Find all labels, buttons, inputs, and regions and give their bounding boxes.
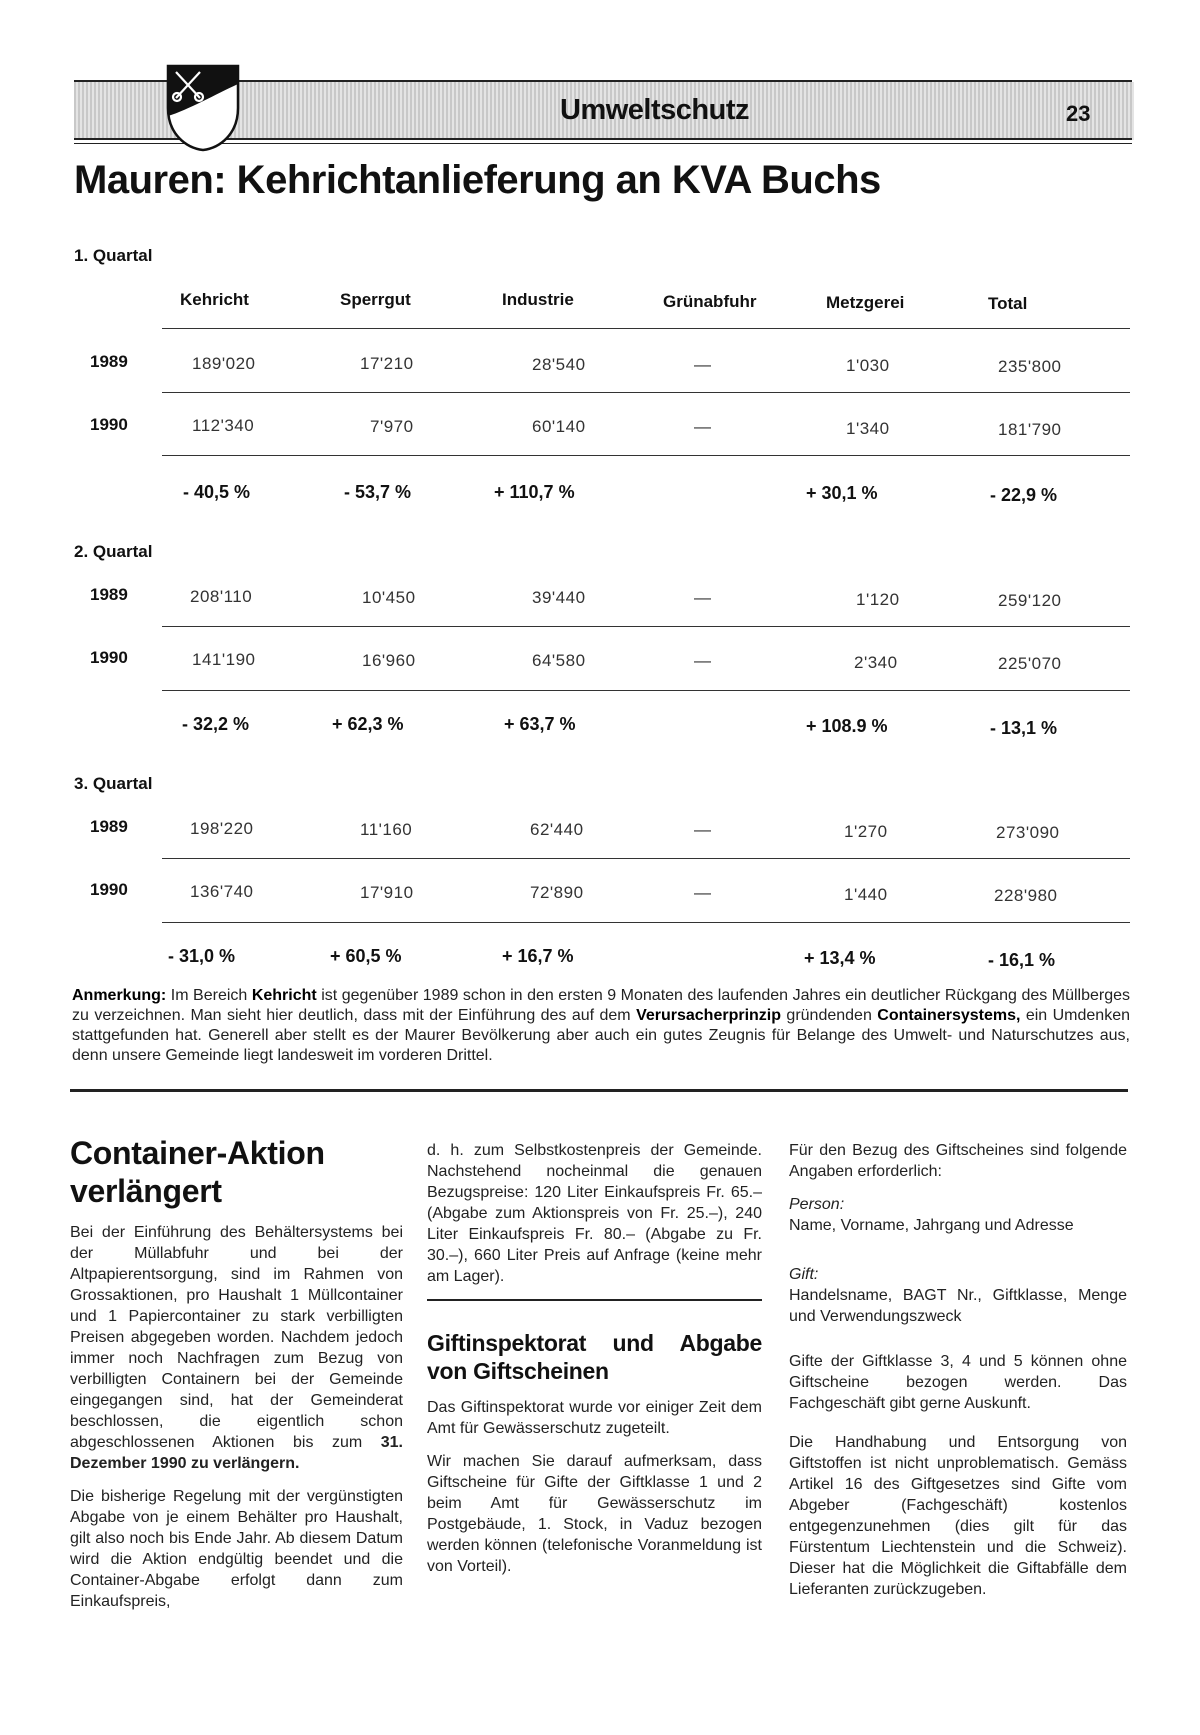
page-title: Mauren: Kehrichtanlieferung an KVA Buchs [74, 158, 881, 202]
remark-label: Anmerkung: [72, 987, 167, 1004]
table-cell: — [694, 417, 712, 436]
field-text: Name, Vorname, Jahrgang und Adresse [789, 1217, 1074, 1234]
table-rule [162, 626, 1130, 627]
quarter-label: 3. Quartal [74, 774, 153, 793]
table-cell: 141'190 [192, 650, 256, 669]
column-divider [427, 1299, 762, 1301]
remark-text: Im Bereich [166, 987, 252, 1004]
table-cell: — [694, 355, 712, 374]
table-cell: 1'120 [856, 590, 900, 609]
table-rule [162, 328, 1130, 329]
table-cell: 235'800 [998, 357, 1062, 376]
remark-text: gründenden [781, 1007, 878, 1024]
article-paragraph: Wir machen Sie darauf aufmerksam, dass Giftscheine für Gifte der Giftklasse 1 und 2 beim Amt für Gewässerschutz im Postgebäude, 1. Stock, in Vaduz bezogen werden können (telefonische Voranmeldung ist von Vorteil). [427, 1453, 762, 1575]
change-value: + 63,7 % [504, 714, 576, 734]
table-rule [162, 922, 1130, 923]
table-cell: 72'890 [530, 883, 584, 902]
section-divider [70, 1089, 1128, 1092]
change-value: - 13,1 % [990, 718, 1058, 738]
row-year: 1990 [90, 880, 128, 899]
column-header: Grünabfuhr [663, 292, 757, 311]
table-cell: 259'120 [998, 591, 1062, 610]
change-value: + 13,4 % [804, 948, 876, 968]
article-paragraph: d. h. zum Selbstkostenpreis der Gemeinde. Nachstehend nocheinmal die genauen Bezugspreise: 120 Liter Einkaufspreis Fr. 65.– (Abgabe zum Aktionspreis von Fr. 25.–), 240 Liter Einkaufspreis Fr. 80.– (Abgabe zu Fr. 30.–), 660 Liter Preis auf Anfrage (keine mehr am Lager). [427, 1142, 762, 1285]
table-cell: 225'070 [998, 654, 1062, 673]
article-column-2 [427, 1140, 762, 1589]
table-rule [162, 392, 1130, 393]
table-cell: 11'160 [360, 820, 413, 839]
row-year: 1989 [90, 585, 128, 604]
column-header: Industrie [502, 290, 574, 309]
table-rule [162, 858, 1130, 859]
article-paragraph: Für den Bezug des Giftscheines sind folgende Angaben erforderlich: [789, 1142, 1127, 1180]
column-header: Kehricht [180, 290, 249, 309]
table-cell: 28'540 [532, 355, 586, 374]
quarter-label: 1. Quartal [74, 246, 153, 265]
row-year: 1990 [90, 648, 128, 667]
change-value: + 16,7 % [502, 946, 574, 966]
table-cell: 62'440 [530, 820, 584, 839]
table-cell: 17'210 [360, 354, 414, 373]
article-paragraph: Gifte der Giftklasse 3, 4 und 5 können ohne Giftscheine bezogen werden. Das Fachgeschäft gibt gerne Auskunft. [789, 1353, 1127, 1412]
article-heading: Giftinspektorat und Abgabe von Giftscheinen [427, 1330, 762, 1384]
table-cell: — [694, 820, 712, 839]
row-year: 1990 [90, 415, 128, 434]
table-cell: 181'790 [998, 420, 1062, 439]
remark-paragraph [72, 986, 1130, 1066]
table-cell: 228'980 [994, 886, 1058, 905]
field-text: Handelsname, BAGT Nr., Giftklasse, Menge und Verwendungszweck [789, 1287, 1127, 1325]
field-label: Person: [789, 1196, 845, 1213]
remark-text: ein Umdenken stattgefunden hat. Generell aber stellt es der Maurer Bevölkerung aber auch ein gutes Zeugnis für Belange des Umwelt- und Naturschutzes aus, denn unsere Gemeinde liegt landesweit im vorderen Drittel. [72, 1007, 1130, 1064]
paragraph-text: Bei der Einführung des Behältersystems bei der Müllabfuhr und bei der Altpapierentsorgung, sind im Rahmen von Grossaktionen, pro Haushalt 1 Müllcontainer und 1 Papiercontainer zu stark verbilligten Preisen abgegeben worden. Nachdem jedoch immer noch Nachfragen zum Bezug von verbilligten Containern bei der Gemeinde eingegangen sind, hat der Gemeinderat beschlossen, die eigentlich schon abgeschlossenen Aktionen bis zum [70, 1224, 403, 1451]
change-value: - 53,7 % [344, 482, 412, 502]
change-value: + 108.9 % [806, 716, 888, 736]
column-header: Total [988, 294, 1028, 313]
change-value: + 110,7 % [494, 482, 575, 502]
change-value: + 60,5 % [330, 946, 402, 966]
table-cell: 273'090 [996, 823, 1060, 842]
table-cell: 16'960 [362, 651, 416, 670]
table-cell: 189'020 [192, 354, 256, 373]
table-cell: 136'740 [190, 882, 254, 901]
row-year: 1989 [90, 817, 128, 836]
table-cell: 112'340 [192, 416, 255, 435]
field-label: Gift: [789, 1266, 819, 1283]
change-value: - 40,5 % [183, 482, 251, 502]
change-value: - 32,2 % [182, 714, 250, 734]
table-cell: 1'340 [846, 419, 890, 438]
column-header: Metzgerei [826, 293, 905, 312]
table-cell: 1'440 [844, 885, 888, 904]
column-header: Sperrgut [340, 290, 411, 309]
article-paragraph [70, 1222, 403, 1474]
remark-bold: Kehricht [251, 987, 317, 1004]
table-rule [162, 690, 1130, 691]
row-year: 1989 [90, 352, 128, 371]
article-paragraph: Die bisherige Regelung mit der vergünstigten Abgabe von je einem Behälter pro Haushalt, gilt also noch bis Ende Jahr. Ab diesem Datum wird die Aktion endgültig beendet und die Container-Abgabe erfolgt dann zum Einkaufspreis, [70, 1488, 403, 1610]
table-cell: — [694, 883, 712, 902]
change-value: - 22,9 % [990, 485, 1058, 505]
table-cell: 39'440 [532, 588, 586, 607]
table-cell: 17'910 [360, 883, 414, 902]
table-cell: 1'030 [846, 356, 890, 375]
remark-bold: Verursacherprinzip [636, 1007, 782, 1024]
table-cell: 208'110 [190, 587, 253, 606]
article-paragraph: Die Handhabung und Entsorgung von Giftstoffen ist nicht unproblematisch. Gemäss Artikel 16 des Giftgesetzes sind Gifte vom Abgeber (Fachgeschäft) kostenlos entgegenzunehmen (dies gilt für das Fürstentum Liechtenstein und die Schweiz). Dieser hat die Möglichkeit die Giftabfälle dem Lieferanten zurückzugeben. [789, 1434, 1127, 1598]
table-cell: 60'140 [532, 417, 586, 436]
remark-text: ist gegenüber 1989 schon in den ersten 9 Monaten des laufenden Jahres ein deutlicher Rückgang des Müllberges zu verzeichnen. Man sieht hier deutlich, dass mit der Einführung des auf dem [72, 987, 1131, 1024]
change-value: - 16,1 % [988, 950, 1056, 970]
table-cell: 64'580 [532, 651, 586, 670]
section-title: Umweltschutz [560, 94, 749, 126]
change-value: + 62,3 % [332, 714, 404, 734]
change-value: - 31,0 % [168, 946, 236, 966]
table-cell: — [694, 588, 712, 607]
table-cell: 1'270 [844, 822, 888, 841]
paragraph-bold: 31. Dezember 1990 zu verlängern. [70, 1434, 403, 1472]
quarter-label: 2. Quartal [74, 542, 153, 561]
table-cell: — [694, 651, 712, 670]
article-heading: Container-Aktion verlängert [70, 1135, 325, 1209]
table-rule [162, 455, 1130, 456]
table-cell: 198'220 [190, 819, 254, 838]
remark-bold: Containersystems, [877, 1007, 1021, 1024]
table-cell: 10'450 [362, 588, 416, 607]
change-value: + 30,1 % [806, 483, 878, 503]
article-column-3 [789, 1140, 1127, 1612]
article-column-1 [70, 1134, 403, 1624]
page-number: 23 [1066, 101, 1091, 126]
table-cell: 7'970 [370, 417, 414, 436]
coat-of-arms-icon [166, 64, 240, 152]
table-cell: 2'340 [854, 653, 898, 672]
article-paragraph: Das Giftinspektorat wurde vor einiger Zeit dem Amt für Gewässerschutz zugeteilt. [427, 1399, 762, 1437]
